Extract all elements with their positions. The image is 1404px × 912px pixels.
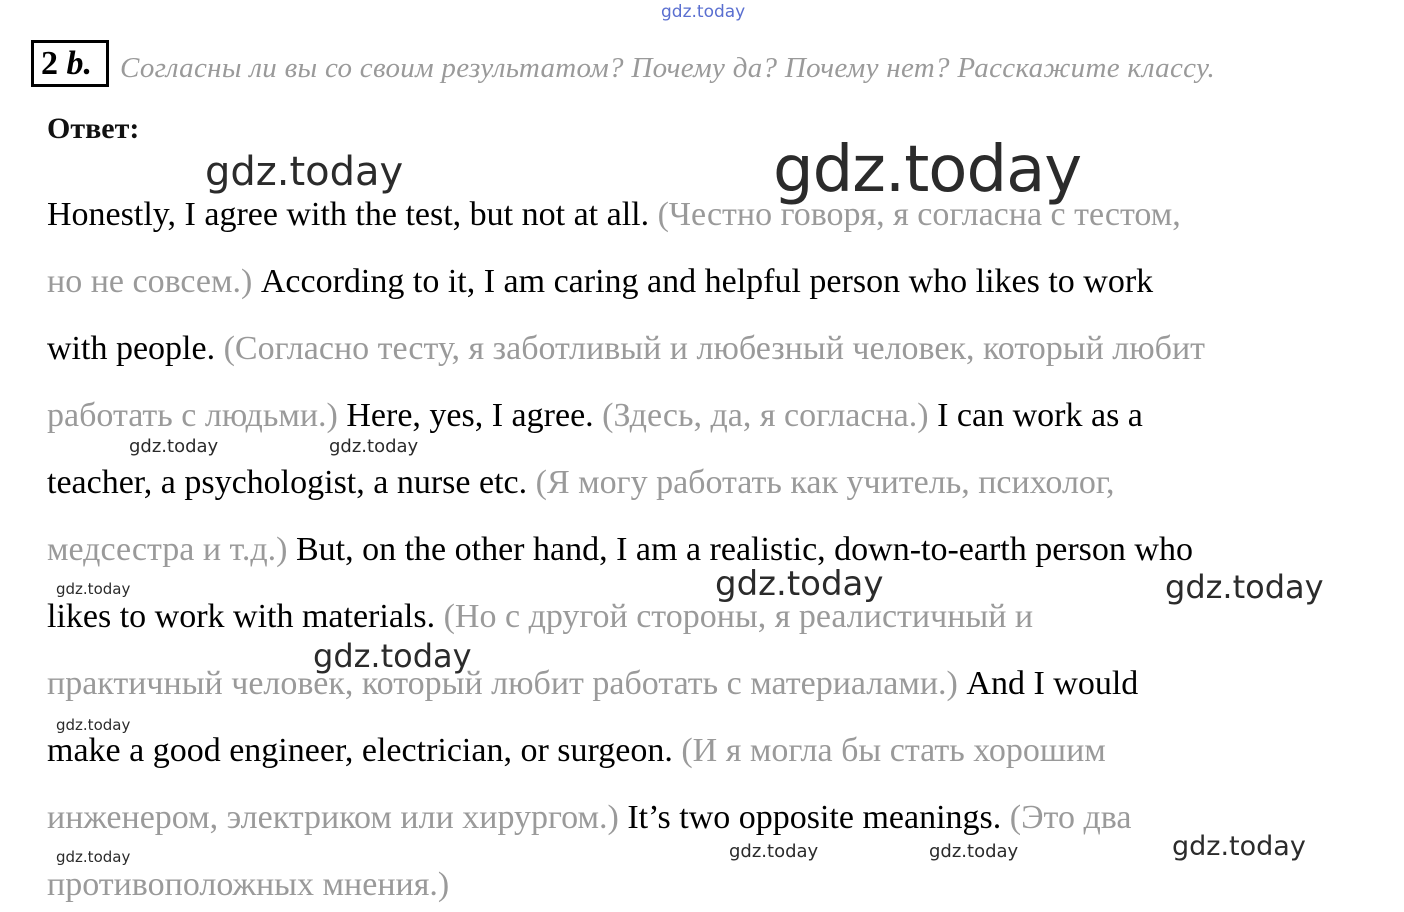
english-text: likes to work with materials. bbox=[47, 598, 444, 635]
watermark: gdz.today bbox=[129, 436, 219, 457]
english-text: And I would bbox=[966, 665, 1139, 702]
watermark: gdz.today bbox=[773, 133, 1082, 207]
watermark: gdz.today bbox=[715, 564, 884, 604]
english-text: According to it, I am caring and helpful person who likes to work bbox=[260, 263, 1154, 300]
answer-line bbox=[47, 533, 1193, 567]
russian-translation: работать с людьми.) bbox=[47, 397, 347, 434]
russian-translation: (Но с другой стороны, я реалистичный и bbox=[443, 598, 1034, 635]
russian-translation: медсестра и т.д.) bbox=[47, 531, 296, 568]
answer-label: Ответ: bbox=[47, 112, 140, 145]
russian-translation: инженером, электриком или хирургом.) bbox=[47, 799, 628, 836]
task-letter: b. bbox=[66, 45, 92, 82]
english-text: But, on the other hand, I am a realistic, down-to-earth person who bbox=[295, 531, 1193, 568]
english-text: with people. bbox=[47, 330, 224, 367]
english-text: It’s two opposite meanings. bbox=[627, 799, 1010, 836]
task-number: 2 bbox=[41, 45, 58, 82]
russian-translation: (И я могла бы стать хорошим bbox=[681, 732, 1106, 769]
english-text: teacher, a psychologist, a nurse etc. bbox=[47, 464, 536, 501]
english-text: Honestly, I agree with the test, but not at all. bbox=[47, 196, 658, 233]
watermark: gdz.today bbox=[205, 149, 404, 195]
answer-line bbox=[47, 801, 1131, 835]
answer-line bbox=[47, 332, 1205, 366]
task-number-box bbox=[31, 40, 109, 87]
russian-translation: (Честно говоря, я согласна с тестом, bbox=[657, 196, 1181, 233]
english-text: make a good engineer, electrician, or surgeon. bbox=[47, 732, 682, 769]
answer-line bbox=[47, 265, 1153, 299]
answer-line bbox=[47, 399, 1143, 433]
answer-line bbox=[47, 600, 1033, 634]
answer-line bbox=[47, 667, 1138, 701]
russian-translation: (Это два bbox=[1009, 799, 1132, 836]
english-text: I can work as a bbox=[937, 397, 1143, 434]
russian-translation: (Здесь, да, я согласна.) bbox=[602, 397, 938, 434]
watermark: gdz.today bbox=[729, 841, 819, 862]
answer-line bbox=[47, 868, 449, 902]
watermark: gdz.today bbox=[56, 716, 131, 734]
russian-translation: (Я могу работать как учитель, психолог, bbox=[535, 464, 1115, 501]
watermark-top: gdz.today bbox=[661, 2, 746, 22]
answer-line bbox=[47, 466, 1115, 500]
watermark: gdz.today bbox=[1172, 831, 1306, 862]
watermark: gdz.today bbox=[929, 841, 1019, 862]
watermark: gdz.today bbox=[56, 848, 131, 866]
watermark: gdz.today bbox=[313, 637, 472, 675]
russian-translation: но не совсем.) bbox=[47, 263, 261, 300]
russian-translation: (Согласно тесту, я заботливый и любезный человек, который любит bbox=[223, 330, 1206, 367]
russian-translation: практичный человек, который любит работать с материалами.) bbox=[47, 665, 967, 702]
english-text: Here, yes, I agree. bbox=[346, 397, 603, 434]
answer-line bbox=[47, 734, 1106, 768]
russian-translation: противоположных мнения.) bbox=[47, 866, 450, 903]
answer-line bbox=[47, 198, 1181, 232]
watermark: gdz.today bbox=[56, 580, 131, 598]
watermark: gdz.today bbox=[329, 436, 419, 457]
task-instruction: Согласны ли вы со своим результатом? Почему да? Почему нет? Расскажите классу. bbox=[120, 52, 1215, 84]
watermark: gdz.today bbox=[1165, 568, 1324, 606]
